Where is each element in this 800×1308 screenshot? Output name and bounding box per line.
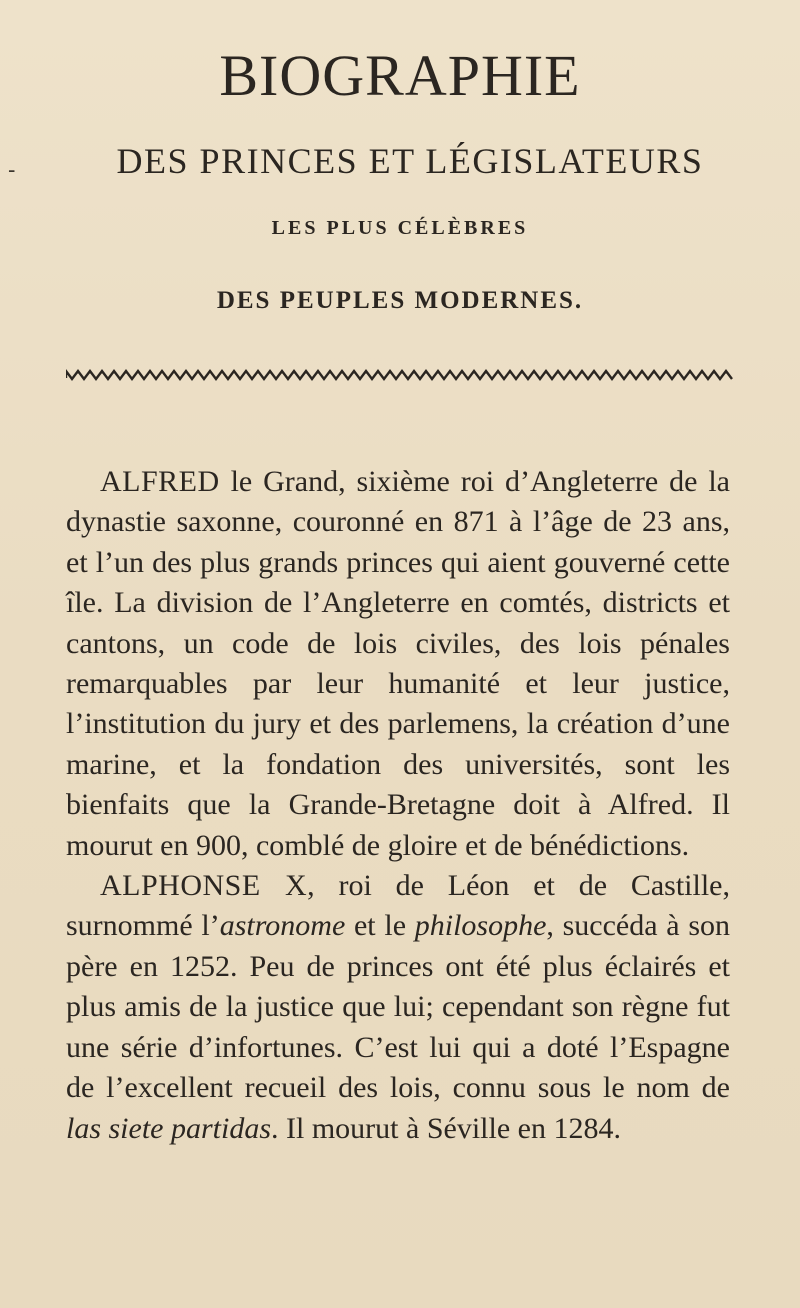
entry-name: ALPHONSE X <box>100 869 308 903</box>
entry-text: le Grand, sixième roi d’Angleterre de la dynastie saxonne, couronné en 871 à l’âge de 23 ans, et l’un des plus grands princes qui aient gouverné cette île. La division de l’Angleterre en comtés, districts et cantons, un code de lois civiles, des lois pénales remarquables par leur humanité et leur justice, l’institution du jury et des parlemens, la création d’une marine, et la fondation des universités, sont les bienfaits que la Grande-Bretagne doit à Alfred. Il mourut en 900, comblé de gloire et de bénédictions. <box>66 465 730 862</box>
body-text <box>66 462 730 1149</box>
entry-text: . Il mourut à Séville en 1284. <box>271 1111 621 1145</box>
ornamental-divider <box>66 368 734 382</box>
subtitle-line-1: DES PRINCES ET LÉGISLATEURS <box>116 141 704 181</box>
entry-text: et le <box>345 909 415 943</box>
entry-alphonse <box>66 866 730 1149</box>
entry-text: , roi de Léon et de Castille, surnommé l’ <box>66 869 730 943</box>
entry-text: , succéda à son père en 1252. Peu de princes ont été plus éclairés et plus amis de la justice que lui; cependant son règne fut une série d’infortunes. C’est lui qui a doté l’Espagne de l’excellent recueil des lois, connu sous le nom de <box>66 909 730 1105</box>
page-title: BIOGRAPHIE <box>219 43 581 108</box>
italic-term: las siete partidas <box>66 1111 272 1145</box>
entry-alfred <box>66 462 730 866</box>
italic-term: astronome <box>219 909 346 943</box>
subtitle-line-2: LES PLUS CÉLÈBRES <box>271 217 529 239</box>
subtitle-line-3: DES PEUPLES MODERNES. <box>216 287 584 314</box>
italic-term: philosophe <box>414 909 547 943</box>
entry-name: ALFRED <box>100 465 220 498</box>
margin-mark: - <box>8 158 16 183</box>
